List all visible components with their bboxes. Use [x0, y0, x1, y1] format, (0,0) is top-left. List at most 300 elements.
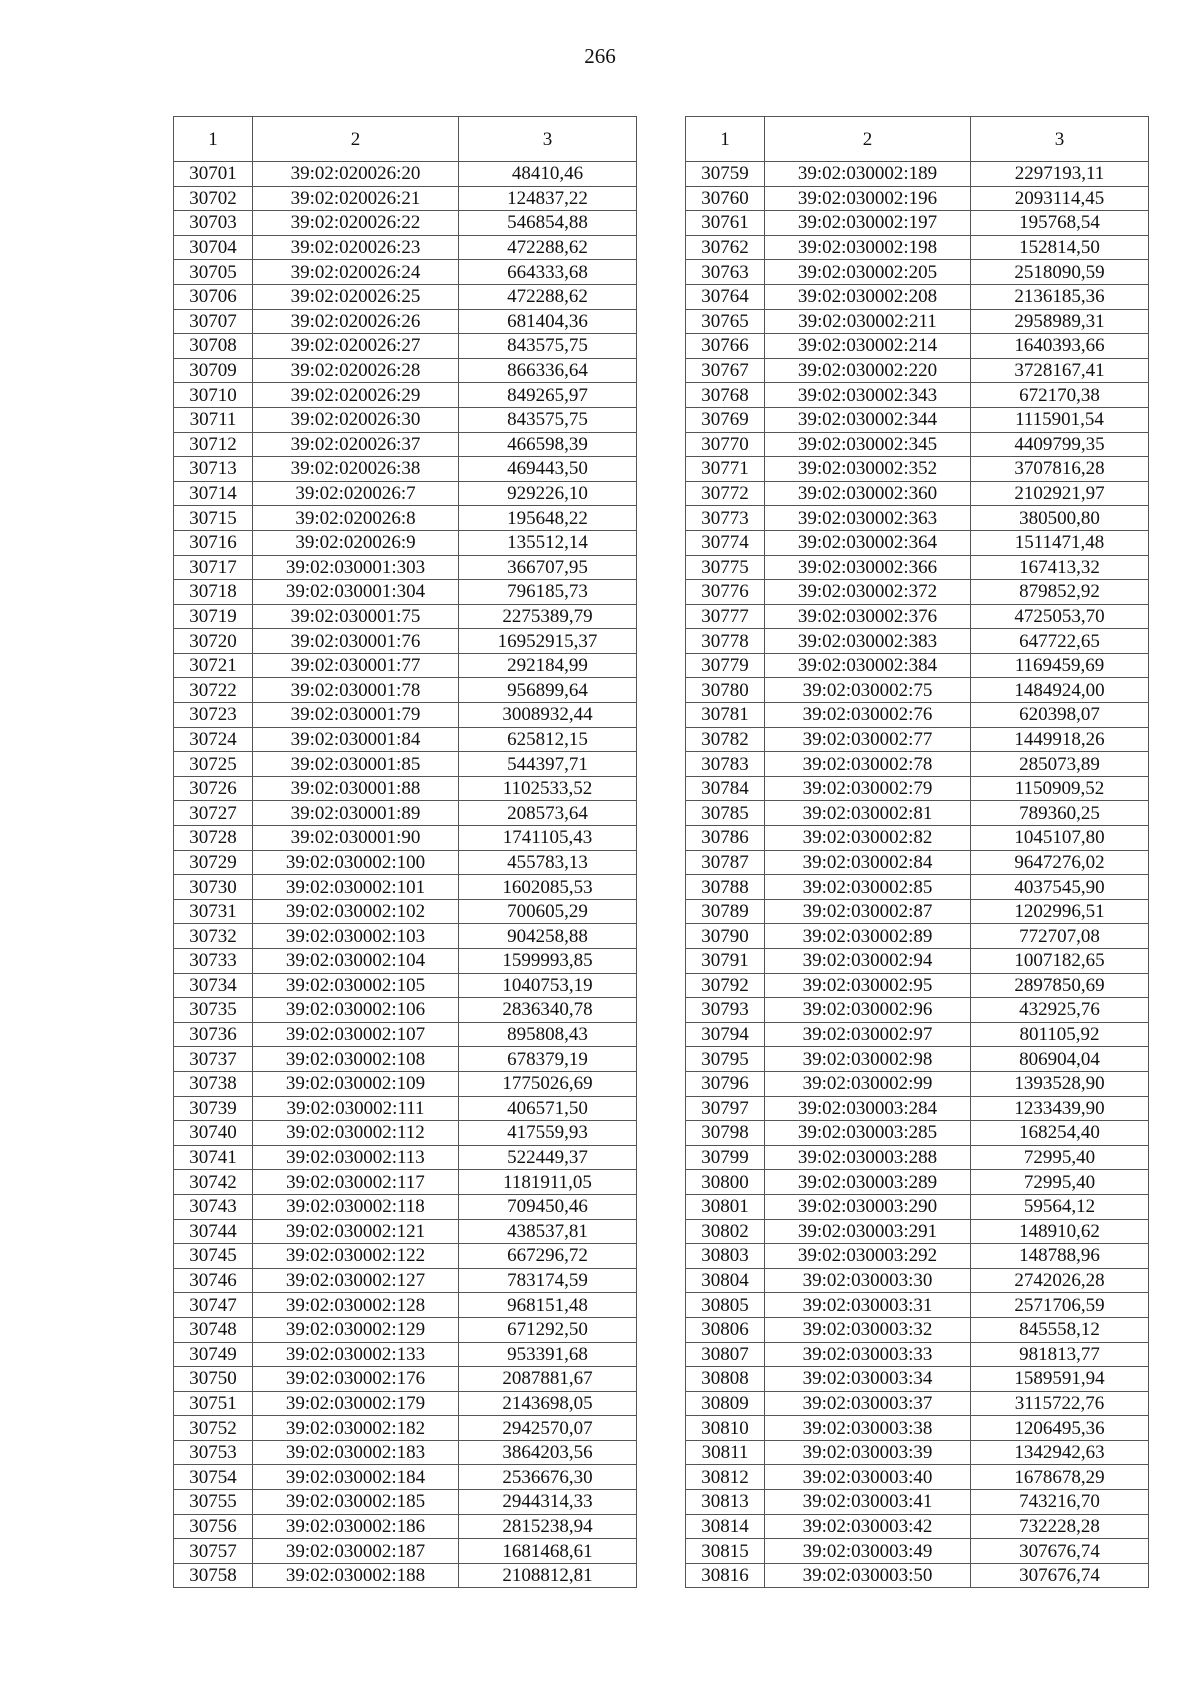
value-cell: 544397,71 — [459, 752, 637, 777]
header-col-1: 1 — [174, 117, 253, 162]
table-row — [174, 162, 637, 187]
cadastral-number-cell: 39:02:030002:85 — [765, 875, 971, 900]
table-row — [686, 235, 1149, 260]
value-cell: 546854,88 — [459, 211, 637, 236]
cadastral-number-cell: 39:02:020026:38 — [253, 457, 459, 482]
table-row — [174, 358, 637, 383]
row-number-cell: 30767 — [686, 358, 765, 383]
table-row — [174, 1367, 637, 1392]
row-number-cell: 30791 — [686, 949, 765, 974]
row-number-cell: 30753 — [174, 1440, 253, 1465]
row-number-cell: 30735 — [174, 998, 253, 1023]
value-cell: 953391,68 — [459, 1342, 637, 1367]
table-row — [686, 284, 1149, 309]
header-col-2: 2 — [253, 117, 459, 162]
cadastral-number-cell: 39:02:030002:352 — [765, 457, 971, 482]
value-cell: 866336,64 — [459, 358, 637, 383]
row-number-cell: 30766 — [686, 334, 765, 359]
value-cell: 472288,62 — [459, 284, 637, 309]
cadastral-number-cell: 39:02:030003:31 — [765, 1293, 971, 1318]
row-number-cell: 30720 — [174, 629, 253, 654]
table-row — [174, 1194, 637, 1219]
table-row — [174, 1317, 637, 1342]
cadastral-number-cell: 39:02:020026:26 — [253, 309, 459, 334]
row-number-cell: 30787 — [686, 850, 765, 875]
table-row — [174, 1514, 637, 1539]
row-number-cell: 30742 — [174, 1170, 253, 1195]
cadastral-number-cell: 39:02:030002:109 — [253, 1071, 459, 1096]
cadastral-number-cell: 39:02:030002:75 — [765, 678, 971, 703]
table-row — [686, 186, 1149, 211]
cadastral-number-cell: 39:02:030002:384 — [765, 653, 971, 678]
row-number-cell: 30722 — [174, 678, 253, 703]
table-row — [174, 1391, 637, 1416]
value-cell: 2102921,97 — [971, 481, 1149, 506]
row-number-cell: 30803 — [686, 1244, 765, 1269]
value-cell: 1511471,48 — [971, 530, 1149, 555]
cadastral-number-cell: 39:02:030002:182 — [253, 1416, 459, 1441]
value-cell: 2571706,59 — [971, 1293, 1149, 1318]
value-cell: 664333,68 — [459, 260, 637, 285]
row-number-cell: 30751 — [174, 1391, 253, 1416]
cadastral-number-cell: 39:02:030001:75 — [253, 604, 459, 629]
table-row — [174, 727, 637, 752]
row-number-cell: 30796 — [686, 1071, 765, 1096]
value-cell: 789360,25 — [971, 801, 1149, 826]
cadastral-number-cell: 39:02:030002:187 — [253, 1539, 459, 1564]
row-number-cell: 30816 — [686, 1563, 765, 1588]
cadastral-number-cell: 39:02:030002:183 — [253, 1440, 459, 1465]
cadastral-number-cell: 39:02:030002:185 — [253, 1490, 459, 1515]
cadastral-number-cell: 39:02:020026:8 — [253, 506, 459, 531]
value-cell: 1640393,66 — [971, 334, 1149, 359]
value-cell: 2093114,45 — [971, 186, 1149, 211]
row-number-cell: 30712 — [174, 432, 253, 457]
table-row — [686, 604, 1149, 629]
table-row — [686, 1071, 1149, 1096]
table-row — [686, 211, 1149, 236]
cadastral-number-cell: 39:02:030001:78 — [253, 678, 459, 703]
value-cell: 2297193,11 — [971, 162, 1149, 187]
table-row — [174, 1268, 637, 1293]
value-cell: 307676,74 — [971, 1539, 1149, 1564]
value-cell: 981813,77 — [971, 1342, 1149, 1367]
cadastral-number-cell: 39:02:030002:366 — [765, 555, 971, 580]
cadastral-number-cell: 39:02:030002:98 — [765, 1047, 971, 1072]
value-cell: 466598,39 — [459, 432, 637, 457]
value-cell: 1169459,69 — [971, 653, 1149, 678]
row-number-cell: 30779 — [686, 653, 765, 678]
table-row — [686, 1514, 1149, 1539]
value-cell: 806904,04 — [971, 1047, 1149, 1072]
row-number-cell: 30775 — [686, 555, 765, 580]
table-row — [686, 1219, 1149, 1244]
cadastral-number-cell: 39:02:030002:364 — [765, 530, 971, 555]
table-row — [686, 703, 1149, 728]
cadastral-number-cell: 39:02:030003:291 — [765, 1219, 971, 1244]
value-cell: 2087881,67 — [459, 1367, 637, 1392]
table-row — [174, 1465, 637, 1490]
cadastral-number-cell: 39:02:020026:30 — [253, 407, 459, 432]
table-row — [174, 1170, 637, 1195]
row-number-cell: 30777 — [686, 604, 765, 629]
row-number-cell: 30715 — [174, 506, 253, 531]
cadastral-number-cell: 39:02:020026:9 — [253, 530, 459, 555]
value-cell: 1393528,90 — [971, 1071, 1149, 1096]
value-cell: 2136185,36 — [971, 284, 1149, 309]
value-cell: 2742026,28 — [971, 1268, 1149, 1293]
table-row — [174, 1539, 637, 1564]
table-row — [174, 580, 637, 605]
value-cell: 72995,40 — [971, 1145, 1149, 1170]
cadastral-number-cell: 39:02:030002:127 — [253, 1268, 459, 1293]
cadastral-number-cell: 39:02:030003:285 — [765, 1121, 971, 1146]
value-cell: 16952915,37 — [459, 629, 637, 654]
row-number-cell: 30707 — [174, 309, 253, 334]
table-row — [686, 1293, 1149, 1318]
table-row — [686, 309, 1149, 334]
row-number-cell: 30811 — [686, 1440, 765, 1465]
value-cell: 743216,70 — [971, 1490, 1149, 1515]
value-cell: 929226,10 — [459, 481, 637, 506]
cadastral-number-cell: 39:02:030002:343 — [765, 383, 971, 408]
table-row — [686, 1465, 1149, 1490]
row-number-cell: 30740 — [174, 1121, 253, 1146]
table-row — [174, 506, 637, 531]
row-number-cell: 30798 — [686, 1121, 765, 1146]
row-number-cell: 30732 — [174, 924, 253, 949]
table-row — [686, 506, 1149, 531]
row-number-cell: 30783 — [686, 752, 765, 777]
cadastral-number-cell: 39:02:030002:101 — [253, 875, 459, 900]
row-number-cell: 30752 — [174, 1416, 253, 1441]
cadastral-number-cell: 39:02:030001:303 — [253, 555, 459, 580]
row-number-cell: 30814 — [686, 1514, 765, 1539]
table-row — [686, 260, 1149, 285]
table-row — [174, 211, 637, 236]
table-header-row — [174, 117, 637, 162]
value-cell: 1102533,52 — [459, 776, 637, 801]
table-row — [686, 383, 1149, 408]
cadastral-number-cell: 39:02:020026:37 — [253, 432, 459, 457]
table-row — [174, 407, 637, 432]
cadastral-number-cell: 39:02:030002:108 — [253, 1047, 459, 1072]
value-cell: 843575,75 — [459, 334, 637, 359]
cadastral-number-cell: 39:02:030002:113 — [253, 1145, 459, 1170]
row-number-cell: 30808 — [686, 1367, 765, 1392]
table-row — [686, 776, 1149, 801]
table-row — [686, 899, 1149, 924]
row-number-cell: 30782 — [686, 727, 765, 752]
value-cell: 2815238,94 — [459, 1514, 637, 1539]
row-number-cell: 30702 — [174, 186, 253, 211]
value-cell: 2275389,79 — [459, 604, 637, 629]
value-cell: 152814,50 — [971, 235, 1149, 260]
cadastral-number-cell: 39:02:030003:49 — [765, 1539, 971, 1564]
value-cell: 904258,88 — [459, 924, 637, 949]
table-row — [686, 1342, 1149, 1367]
cadastral-number-cell: 39:02:030003:50 — [765, 1563, 971, 1588]
value-cell: 406571,50 — [459, 1096, 637, 1121]
cadastral-number-cell: 39:02:020026:27 — [253, 334, 459, 359]
table-row — [686, 1145, 1149, 1170]
row-number-cell: 30812 — [686, 1465, 765, 1490]
value-cell: 1681468,61 — [459, 1539, 637, 1564]
table-row — [174, 309, 637, 334]
row-number-cell: 30728 — [174, 826, 253, 851]
row-number-cell: 30730 — [174, 875, 253, 900]
row-number-cell: 30711 — [174, 407, 253, 432]
table-row — [174, 752, 637, 777]
row-number-cell: 30815 — [686, 1539, 765, 1564]
cadastral-number-cell: 39:02:030001:76 — [253, 629, 459, 654]
cadastral-number-cell: 39:02:030003:30 — [765, 1268, 971, 1293]
table-row — [174, 1219, 637, 1244]
table-row — [686, 875, 1149, 900]
cadastral-number-cell: 39:02:030003:42 — [765, 1514, 971, 1539]
row-number-cell: 30761 — [686, 211, 765, 236]
value-cell: 3728167,41 — [971, 358, 1149, 383]
row-number-cell: 30772 — [686, 481, 765, 506]
value-cell: 625812,15 — [459, 727, 637, 752]
cadastral-number-cell: 39:02:030002:208 — [765, 284, 971, 309]
row-number-cell: 30733 — [174, 949, 253, 974]
value-cell: 1484924,00 — [971, 678, 1149, 703]
table-row — [174, 1293, 637, 1318]
row-number-cell: 30810 — [686, 1416, 765, 1441]
cadastral-number-cell: 39:02:030002:107 — [253, 1022, 459, 1047]
cadastral-number-cell: 39:02:030002:220 — [765, 358, 971, 383]
table-row — [174, 555, 637, 580]
row-number-cell: 30794 — [686, 1022, 765, 1047]
table-row — [174, 334, 637, 359]
cadastral-number-cell: 39:02:030002:100 — [253, 850, 459, 875]
table-row — [686, 924, 1149, 949]
table-row — [174, 973, 637, 998]
table-row — [686, 432, 1149, 457]
cadastral-number-cell: 39:02:030002:128 — [253, 1293, 459, 1318]
row-number-cell: 30781 — [686, 703, 765, 728]
row-number-cell: 30748 — [174, 1317, 253, 1342]
table-row — [686, 653, 1149, 678]
cadastral-number-cell: 39:02:030002:89 — [765, 924, 971, 949]
cadastral-number-cell: 39:02:030002:197 — [765, 211, 971, 236]
value-cell: 455783,13 — [459, 850, 637, 875]
cadastral-number-cell: 39:02:030003:33 — [765, 1342, 971, 1367]
table-row — [686, 1170, 1149, 1195]
row-number-cell: 30750 — [174, 1367, 253, 1392]
row-number-cell: 30724 — [174, 727, 253, 752]
cadastral-number-cell: 39:02:030002:383 — [765, 629, 971, 654]
value-cell: 168254,40 — [971, 1121, 1149, 1146]
table-row — [174, 1022, 637, 1047]
value-cell: 1741105,43 — [459, 826, 637, 851]
value-cell: 1007182,65 — [971, 949, 1149, 974]
table-row — [174, 998, 637, 1023]
row-number-cell: 30717 — [174, 555, 253, 580]
row-number-cell: 30738 — [174, 1071, 253, 1096]
row-number-cell: 30759 — [686, 162, 765, 187]
row-number-cell: 30807 — [686, 1342, 765, 1367]
row-number-cell: 30785 — [686, 801, 765, 826]
row-number-cell: 30755 — [174, 1490, 253, 1515]
cadastral-number-cell: 39:02:030002:344 — [765, 407, 971, 432]
cadastral-number-cell: 39:02:030002:133 — [253, 1342, 459, 1367]
value-cell: 48410,46 — [459, 162, 637, 187]
cadastral-number-cell: 39:02:030002:129 — [253, 1317, 459, 1342]
row-number-cell: 30703 — [174, 211, 253, 236]
value-cell: 148910,62 — [971, 1219, 1149, 1244]
cadastral-number-cell: 39:02:020026:7 — [253, 481, 459, 506]
cadastral-number-cell: 39:02:030002:188 — [253, 1563, 459, 1588]
cadastral-number-cell: 39:02:030003:288 — [765, 1145, 971, 1170]
row-number-cell: 30800 — [686, 1170, 765, 1195]
value-cell: 2958989,31 — [971, 309, 1149, 334]
row-number-cell: 30721 — [174, 653, 253, 678]
table-row — [686, 1490, 1149, 1515]
cadastral-number-cell: 39:02:030003:39 — [765, 1440, 971, 1465]
value-cell: 845558,12 — [971, 1317, 1149, 1342]
value-cell: 879852,92 — [971, 580, 1149, 605]
table-row — [174, 186, 637, 211]
cadastral-number-cell: 39:02:030002:87 — [765, 899, 971, 924]
cadastral-number-cell: 39:02:030002:211 — [765, 309, 971, 334]
row-number-cell: 30714 — [174, 481, 253, 506]
row-number-cell: 30747 — [174, 1293, 253, 1318]
row-number-cell: 30736 — [174, 1022, 253, 1047]
row-number-cell: 30768 — [686, 383, 765, 408]
value-cell: 796185,73 — [459, 580, 637, 605]
row-number-cell: 30769 — [686, 407, 765, 432]
value-cell: 1150909,52 — [971, 776, 1149, 801]
row-number-cell: 30754 — [174, 1465, 253, 1490]
row-number-cell: 30776 — [686, 580, 765, 605]
table-row — [174, 1563, 637, 1588]
table-row — [174, 629, 637, 654]
value-cell: 667296,72 — [459, 1244, 637, 1269]
value-cell: 1602085,53 — [459, 875, 637, 900]
row-number-cell: 30802 — [686, 1219, 765, 1244]
value-cell: 783174,59 — [459, 1268, 637, 1293]
table-row — [174, 1071, 637, 1096]
cadastral-number-cell: 39:02:020026:21 — [253, 186, 459, 211]
row-number-cell: 30762 — [686, 235, 765, 260]
value-cell: 732228,28 — [971, 1514, 1149, 1539]
row-number-cell: 30726 — [174, 776, 253, 801]
table-row — [174, 432, 637, 457]
row-number-cell: 30718 — [174, 580, 253, 605]
cadastral-number-cell: 39:02:030002:104 — [253, 949, 459, 974]
table-row — [686, 826, 1149, 851]
table-row — [174, 284, 637, 309]
value-cell: 772707,08 — [971, 924, 1149, 949]
value-cell: 3707816,28 — [971, 457, 1149, 482]
row-number-cell: 30788 — [686, 875, 765, 900]
table-row — [686, 801, 1149, 826]
cadastral-number-cell: 39:02:030002:363 — [765, 506, 971, 531]
value-cell: 195768,54 — [971, 211, 1149, 236]
cadastral-number-cell: 39:02:030002:77 — [765, 727, 971, 752]
row-number-cell: 30764 — [686, 284, 765, 309]
table-row — [686, 1047, 1149, 1072]
left-table-body — [174, 162, 637, 1588]
row-number-cell: 30727 — [174, 801, 253, 826]
cadastral-number-cell: 39:02:030003:32 — [765, 1317, 971, 1342]
table-row — [686, 481, 1149, 506]
value-cell: 2143698,05 — [459, 1391, 637, 1416]
cadastral-number-cell: 39:02:030002:76 — [765, 703, 971, 728]
table-row — [174, 826, 637, 851]
table-row — [174, 924, 637, 949]
row-number-cell: 30813 — [686, 1490, 765, 1515]
cadastral-number-cell: 39:02:030002:112 — [253, 1121, 459, 1146]
cadastral-number-cell: 39:02:030002:111 — [253, 1096, 459, 1121]
table-row — [686, 358, 1149, 383]
value-cell: 59564,12 — [971, 1194, 1149, 1219]
table-row — [686, 752, 1149, 777]
row-number-cell: 30737 — [174, 1047, 253, 1072]
row-number-cell: 30774 — [686, 530, 765, 555]
header-col-2: 2 — [765, 117, 971, 162]
row-number-cell: 30731 — [174, 899, 253, 924]
header-col-1: 1 — [686, 117, 765, 162]
page-number: 266 — [584, 44, 616, 68]
cadastral-number-cell: 39:02:030001:85 — [253, 752, 459, 777]
table-row — [686, 1563, 1149, 1588]
table-row — [174, 1440, 637, 1465]
row-number-cell: 30792 — [686, 973, 765, 998]
cadastral-number-cell: 39:02:020026:20 — [253, 162, 459, 187]
cadastral-number-cell: 39:02:030002:189 — [765, 162, 971, 187]
value-cell: 4037545,90 — [971, 875, 1149, 900]
table-row — [174, 875, 637, 900]
value-cell: 672170,38 — [971, 383, 1149, 408]
row-number-cell: 30805 — [686, 1293, 765, 1318]
cadastral-number-cell: 39:02:030002:179 — [253, 1391, 459, 1416]
cadastral-number-cell: 39:02:030002:205 — [765, 260, 971, 285]
cadastral-number-cell: 39:02:030001:84 — [253, 727, 459, 752]
row-number-cell: 30804 — [686, 1268, 765, 1293]
cadastral-number-cell: 39:02:020026:23 — [253, 235, 459, 260]
value-cell: 9647276,02 — [971, 850, 1149, 875]
header-col-3: 3 — [459, 117, 637, 162]
row-number-cell: 30799 — [686, 1145, 765, 1170]
table-row — [686, 1022, 1149, 1047]
table-header-row — [686, 117, 1149, 162]
row-number-cell: 30778 — [686, 629, 765, 654]
table-row — [686, 1194, 1149, 1219]
row-number-cell: 30770 — [686, 432, 765, 457]
table-row — [686, 1367, 1149, 1392]
cadastral-number-cell: 39:02:030003:40 — [765, 1465, 971, 1490]
table-row — [174, 1490, 637, 1515]
value-cell: 1449918,26 — [971, 727, 1149, 752]
row-number-cell: 30801 — [686, 1194, 765, 1219]
cadastral-number-cell: 39:02:020026:25 — [253, 284, 459, 309]
cadastral-number-cell: 39:02:030002:372 — [765, 580, 971, 605]
cadastral-number-cell: 39:02:030003:284 — [765, 1096, 971, 1121]
row-number-cell: 30729 — [174, 850, 253, 875]
row-number-cell: 30744 — [174, 1219, 253, 1244]
value-cell: 968151,48 — [459, 1293, 637, 1318]
value-cell: 678379,19 — [459, 1047, 637, 1072]
value-cell: 2108812,81 — [459, 1563, 637, 1588]
row-number-cell: 30780 — [686, 678, 765, 703]
row-number-cell: 30701 — [174, 162, 253, 187]
cadastral-number-cell: 39:02:030003:292 — [765, 1244, 971, 1269]
cadastral-number-cell: 39:02:020026:22 — [253, 211, 459, 236]
cadastral-number-cell: 39:02:030003:289 — [765, 1170, 971, 1195]
